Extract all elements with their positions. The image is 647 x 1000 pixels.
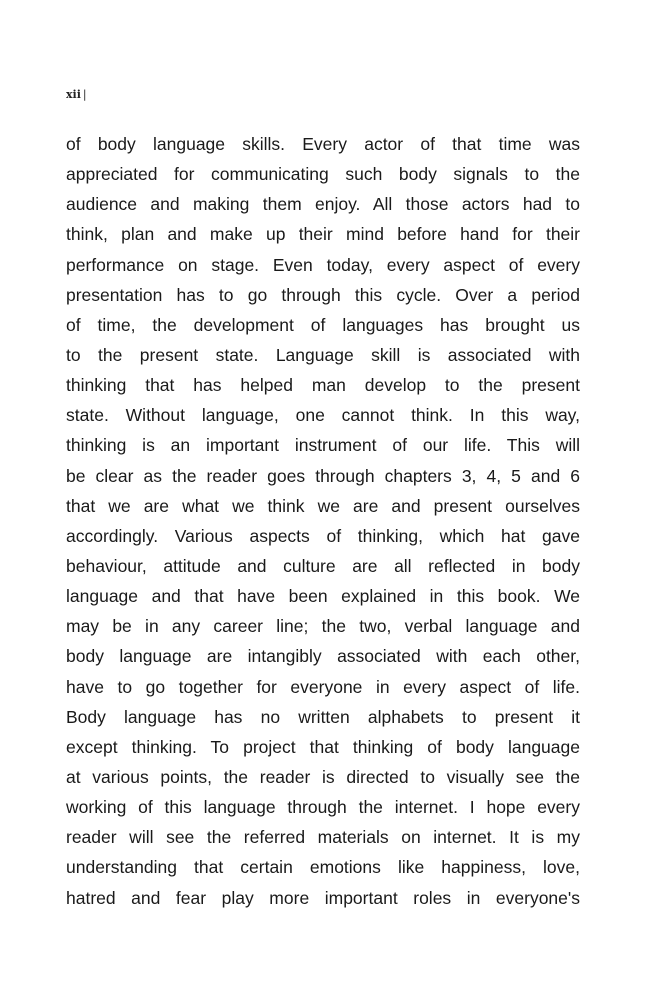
text-line: except thinking. To project that thinking of body language — [66, 736, 580, 757]
text-line: behaviour, attitude and culture are all reflected in body — [66, 555, 580, 576]
text-line: audience and making them enjoy. All those actors had to — [66, 194, 580, 215]
text-line: of time, the development of languages has brought us — [66, 314, 580, 335]
text-line: thinking that has helped man develop to the present — [66, 375, 580, 396]
text-line: to the present state. Language skill is associated with — [66, 344, 580, 365]
text-line: be clear as the reader goes through chapters 3, 4, 5 and 6 — [66, 465, 580, 486]
text-line: have to go together for everyone in every aspect of life. — [66, 676, 580, 697]
text-line: thinking is an important instrument of our life. This will — [66, 435, 580, 456]
text-line: hatred and fear play more important roles in everyone's — [66, 887, 580, 908]
running-header — [66, 88, 87, 101]
text-line: language and that have been explained in this book. We — [66, 586, 580, 607]
text-line: may be in any career line; the two, verbal language and — [66, 616, 580, 637]
text-line: reader will see the referred materials on internet. It is my — [66, 827, 580, 848]
text-line: appreciated for communicating such body signals to the — [66, 164, 580, 185]
text-line: that we are what we think we are and present ourselves — [66, 495, 580, 516]
text-line: presentation has to go through this cycle. Over a period — [66, 284, 580, 305]
text-line: state. Without language, one cannot think. In this way, — [66, 405, 580, 426]
text-line: performance on stage. Even today, every aspect of every — [66, 254, 580, 275]
text-line: understanding that certain emotions like happiness, love, — [66, 857, 580, 878]
text-line: at various points, the reader is directed to visually see the — [66, 766, 580, 787]
text-line: accordingly. Various aspects of thinking, which hat gave — [66, 525, 580, 546]
page-number: xii — [66, 88, 81, 101]
text-line: think, plan and make up their mind before hand for their — [66, 224, 580, 245]
body-paragraph — [66, 129, 580, 913]
header-separator: | — [82, 88, 87, 101]
text-line: of body language skills. Every actor of that time was — [66, 134, 580, 154]
text-line: Body language has no written alphabets to present it — [66, 706, 580, 727]
text-line: body language are intangibly associated with each other, — [66, 646, 580, 667]
text-line: working of this language through the internet. I hope every — [66, 797, 580, 818]
